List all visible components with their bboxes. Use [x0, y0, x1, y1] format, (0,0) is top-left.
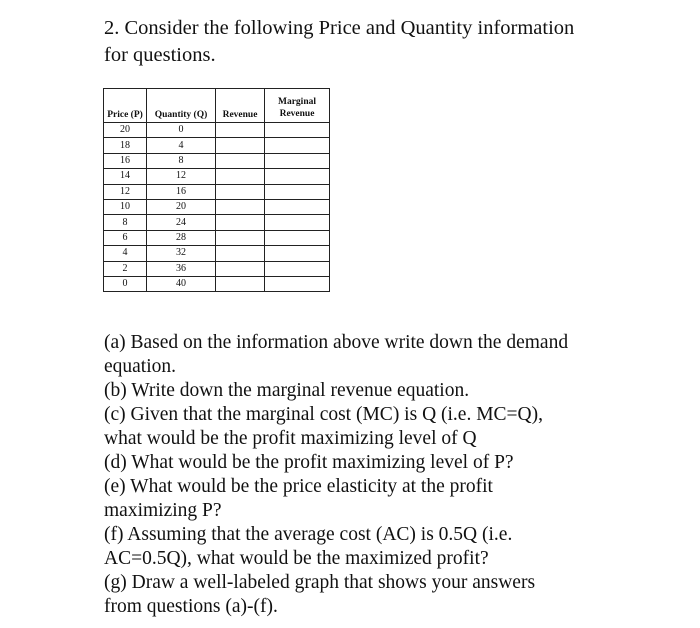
quantity-cell: 12	[147, 169, 216, 184]
revenue-header: Revenue	[216, 89, 265, 123]
price-cell: 10	[104, 199, 147, 214]
revenue-cell	[216, 276, 265, 291]
table-row	[104, 215, 330, 230]
price-cell: 0	[104, 276, 147, 291]
question-line: (e) What would be the price elasticity at the profit	[104, 476, 493, 497]
price-cell: 16	[104, 153, 147, 168]
revenue-cell	[216, 246, 265, 261]
marginal-revenue-cell	[265, 138, 330, 153]
quantity-cell: 36	[147, 261, 216, 276]
marginal-revenue-header	[265, 89, 330, 123]
price-header: Price (P)	[104, 89, 147, 123]
revenue-cell	[216, 169, 265, 184]
price-quantity-table	[103, 88, 330, 292]
marginal-revenue-cell	[265, 199, 330, 214]
quantity-cell: 24	[147, 215, 216, 230]
marginal-revenue-cell	[265, 184, 330, 199]
table-row	[104, 261, 330, 276]
table-row	[104, 230, 330, 245]
question-list	[104, 331, 684, 619]
marginal-revenue-cell	[265, 123, 330, 138]
question-heading	[104, 15, 664, 69]
revenue-cell	[216, 184, 265, 199]
table-header-row	[104, 89, 330, 123]
marginal-revenue-header-line-2: Revenue	[279, 109, 315, 119]
quantity-cell: 16	[147, 184, 216, 199]
marginal-revenue-cell	[265, 246, 330, 261]
quantity-cell: 40	[147, 276, 216, 291]
revenue-cell	[216, 138, 265, 153]
revenue-cell	[216, 123, 265, 138]
price-cell: 4	[104, 246, 147, 261]
question-line: (a) Based on the information above write down the demand	[104, 332, 569, 353]
price-cell: 20	[104, 123, 147, 138]
heading-line-1: 2. Consider the following Price and Quantity information	[104, 17, 575, 39]
question-line: (b) Write down the marginal revenue equation.	[104, 380, 470, 401]
question-line: AC=0.5Q), what would be the maximized profit?	[104, 548, 489, 569]
question-line: (f) Assuming that the average cost (AC) is 0.5Q (i.e.	[104, 524, 513, 545]
revenue-cell	[216, 215, 265, 230]
quantity-cell: 20	[147, 199, 216, 214]
table-row	[104, 153, 330, 168]
price-cell: 6	[104, 230, 147, 245]
question-line: what would be the profit maximizing level of Q	[104, 428, 477, 449]
marginal-revenue-cell	[265, 276, 330, 291]
marginal-revenue-cell	[265, 169, 330, 184]
question-line: (d) What would be the profit maximizing level of P?	[104, 452, 514, 473]
quantity-cell: 4	[147, 138, 216, 153]
quantity-cell: 28	[147, 230, 216, 245]
table-row	[104, 199, 330, 214]
revenue-cell	[216, 153, 265, 168]
table-row	[104, 184, 330, 199]
quantity-cell: 32	[147, 246, 216, 261]
table-row	[104, 169, 330, 184]
quantity-cell: 0	[147, 123, 216, 138]
table-row	[104, 138, 330, 153]
price-cell: 18	[104, 138, 147, 153]
marginal-revenue-cell	[265, 215, 330, 230]
marginal-revenue-cell	[265, 230, 330, 245]
marginal-revenue-cell	[265, 261, 330, 276]
question-line: maximizing P?	[104, 500, 222, 521]
marginal-revenue-cell	[265, 153, 330, 168]
revenue-cell	[216, 261, 265, 276]
revenue-cell	[216, 199, 265, 214]
question-line: from questions (a)-(f).	[104, 596, 278, 617]
quantity-header: Quantity (Q)	[147, 89, 216, 123]
price-cell: 8	[104, 215, 147, 230]
question-line: (c) Given that the marginal cost (MC) is Q (i.e. MC=Q),	[104, 404, 544, 425]
revenue-cell	[216, 230, 265, 245]
question-line: (g) Draw a well-labeled graph that shows your answers	[104, 572, 536, 593]
table-row	[104, 123, 330, 138]
question-line: equation.	[104, 356, 177, 377]
heading-line-2: for questions.	[104, 44, 216, 66]
quantity-cell: 8	[147, 153, 216, 168]
table-row	[104, 276, 330, 291]
price-cell: 12	[104, 184, 147, 199]
table-row	[104, 246, 330, 261]
marginal-revenue-header-line-1: Marginal	[278, 97, 316, 107]
price-cell: 2	[104, 261, 147, 276]
price-cell: 14	[104, 169, 147, 184]
price-quantity-table-wrapper	[103, 88, 330, 292]
